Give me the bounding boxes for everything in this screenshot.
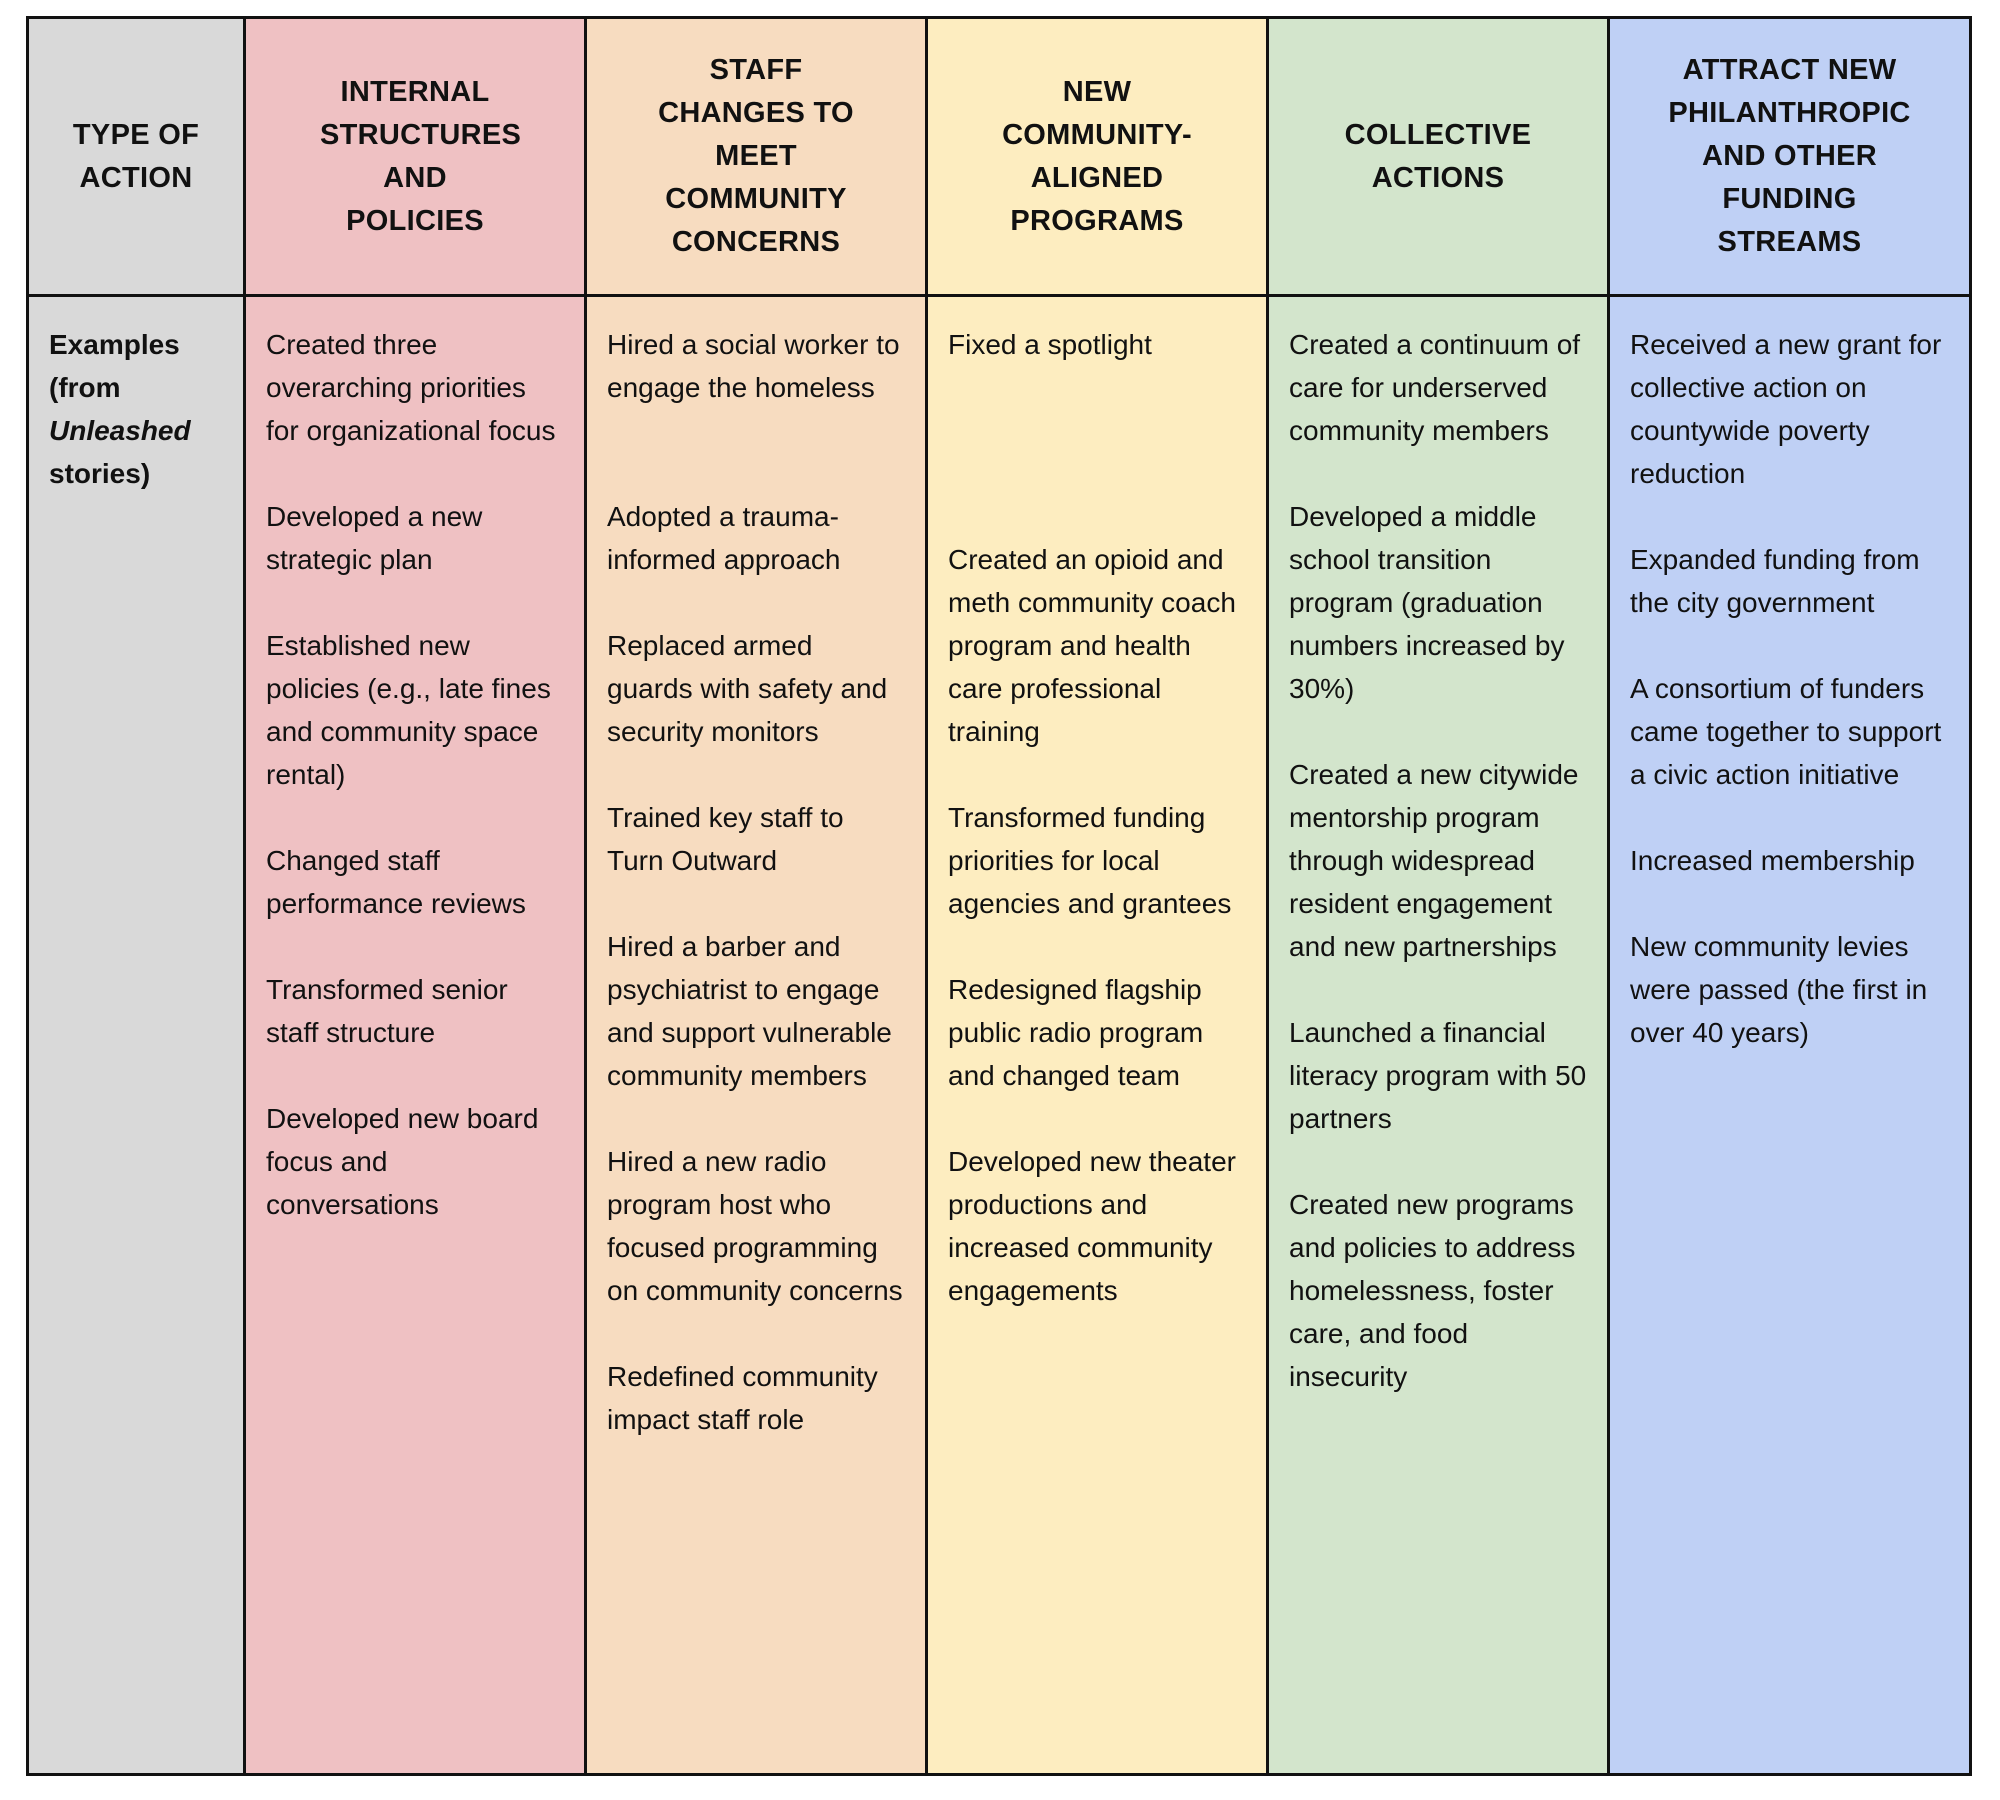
programs-header: NEW COMMUNITY-ALIGNED PROGRAMS bbox=[1002, 75, 1192, 237]
internal-structures-column bbox=[243, 16, 587, 1776]
example-item: Developed new board focus and conversations bbox=[266, 1103, 539, 1220]
example-item: Redefined community impact staff role bbox=[607, 1361, 878, 1435]
funding-header-cell bbox=[1610, 19, 1969, 297]
example-item: Increased membership bbox=[1630, 845, 1915, 876]
collective-header: COLLECTIVE ACTIONS bbox=[1344, 118, 1532, 194]
example-item: Transformed senior staff structure bbox=[266, 974, 508, 1048]
example-item: Transformed funding priorities for local agencies and grantees bbox=[948, 802, 1232, 919]
example-item: New community levies were passed (the first in over 40 years) bbox=[1630, 931, 1928, 1048]
type-header: TYPE OF ACTION bbox=[72, 118, 200, 194]
internal-examples bbox=[246, 297, 584, 1773]
example-item: Established new policies (e.g., late fines and community space rental) bbox=[266, 630, 551, 790]
example-item: Adopted a trauma-informed approach bbox=[607, 501, 841, 575]
internal-header: INTERNAL STRUCTURES AND POLICIES bbox=[320, 75, 522, 237]
example-item: Changed staff performance reviews bbox=[266, 845, 526, 919]
internal-header-cell bbox=[246, 19, 584, 297]
example-item: Hired a barber and psychiatrist to engage and support vulnerable community members bbox=[607, 931, 892, 1091]
programs-header-cell bbox=[928, 19, 1266, 297]
staff-header: STAFF CHANGES TO MEET COMMUNITY CONCERNS bbox=[658, 54, 854, 258]
funding-streams-column bbox=[1607, 16, 1972, 1776]
type-header-cell bbox=[29, 19, 243, 297]
example-item: Created three overarching priorities for organizational focus bbox=[266, 329, 556, 446]
examples-label bbox=[29, 323, 243, 495]
example-item: Hired a new radio program host who focused programming on community concerns bbox=[607, 1146, 903, 1306]
example-item: Fixed a spotlight bbox=[948, 329, 1152, 360]
action-table bbox=[26, 16, 1972, 1776]
collective-actions-column bbox=[1266, 16, 1610, 1776]
funding-examples bbox=[1610, 297, 1969, 1773]
example-item: Developed new theater productions and increased community engagements bbox=[948, 1146, 1236, 1306]
example-item: Developed a new strategic plan bbox=[266, 501, 483, 575]
examples-unleashed: Unleashed bbox=[49, 415, 191, 446]
example-item: Trained key staff to Turn Outward bbox=[607, 802, 844, 876]
example-item: Expanded funding from the city government bbox=[1630, 544, 1920, 618]
collective-header-cell bbox=[1269, 19, 1607, 297]
example-item: Hired a social worker to engage the homeless bbox=[607, 329, 900, 403]
examples-stories: stories) bbox=[49, 458, 151, 489]
staff-header-cell bbox=[587, 19, 925, 297]
staff-changes-column bbox=[584, 16, 928, 1776]
example-item: A consortium of funders came together to support a civic action initiative bbox=[1630, 673, 1942, 790]
example-item: Created a continuum of care for underserved community members bbox=[1289, 329, 1581, 446]
programs-column bbox=[925, 16, 1269, 1776]
example-item: Created an opioid and meth community coach program and health care professional training bbox=[948, 544, 1236, 747]
type-body-cell bbox=[29, 297, 243, 1773]
example-item: Replaced armed guards with safety and security monitors bbox=[607, 630, 888, 747]
examples-word: Examples bbox=[49, 329, 180, 360]
staff-examples bbox=[587, 297, 925, 1773]
example-item: Received a new grant for collective action on countywide poverty reduction bbox=[1630, 329, 1942, 489]
funding-header: ATTRACT NEW PHILANTHROPIC AND OTHER FUNDING STREAMS bbox=[1668, 54, 1911, 258]
example-item: Created a new citywide mentorship program through widespread resident engagement and new partnerships bbox=[1289, 759, 1579, 962]
example-item: Created new programs and policies to address homelessness, foster care, and food insecurity bbox=[1289, 1189, 1576, 1392]
programs-examples bbox=[928, 297, 1266, 1773]
collective-examples bbox=[1269, 297, 1607, 1773]
example-item: Redesigned flagship public radio program and changed team bbox=[948, 974, 1204, 1091]
example-item: Launched a financial literacy program with 50 partners bbox=[1289, 1017, 1587, 1134]
example-item: Developed a middle school transition program (graduation numbers increased by 30%) bbox=[1289, 501, 1565, 704]
type-column bbox=[26, 16, 246, 1776]
examples-from: (from bbox=[49, 372, 121, 403]
